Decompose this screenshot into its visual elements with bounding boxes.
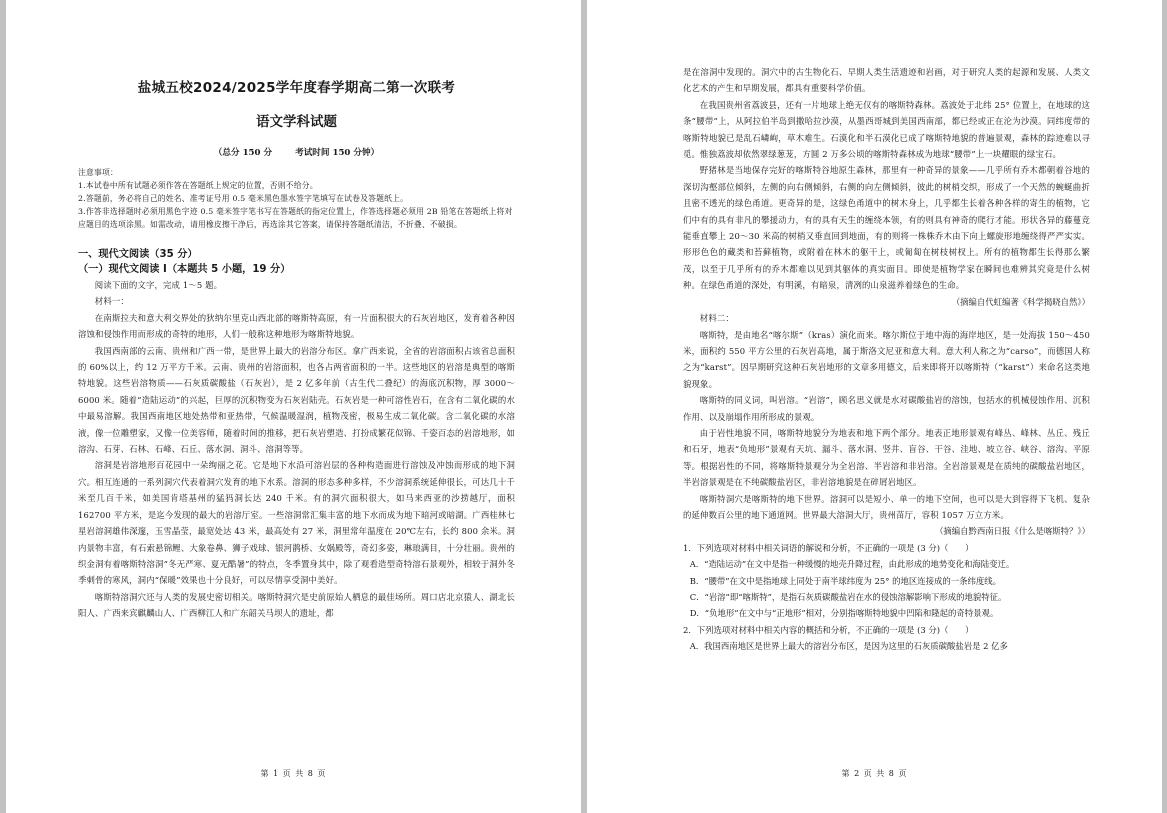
- body-paragraph: 喀斯特，是由地名“喀尔斯”（kras）演化而来。喀尔斯位于地中海的海岸地区，是一处海拔 150～450 米，面积约 550 平方公里的石灰岩高地，属于斯洛文尼亚和意大利。意大利人称之为“carso”，而德国人称之为“karst”。因早期研究这种石灰岩地形的文章多用德文，后来即将开以喀斯特（“karst”）来命名这类地貌现象。: [683, 329, 1090, 389]
- body-paragraph: 溶洞是岩溶地形百花园中一朵绚丽之花。它是地下水沿可溶岩层的各种构造面进行溶蚀及冲蚀而形成的地下洞穴。相互连通的一系列洞穴代表着洞穴发育的地下水系。溶洞的形态多种多样，不少溶洞系统延伸很长，可达几十千米至几百千米，如美国肯塔基州的猛犸洞长达 240 千米。有的洞穴面积很大，如马来西亚的沙捞越厅，面积 162700 平方米，是迄今发现的最大的岩溶厅室。一些溶洞常汇集丰富的地下水而成为地下暗河或暗湖。广西桂林七星岩溶洞雄伟深邃，玉雪晶莹，最宽处达 43 米，最高处有 27 米，洞里常年温度在 20℃左右，长约 800 余米。洞内景物丰富，有石索悬锦鲤、大象卷鼻、狮子戏球、银河鹊桥、女娲殿等，奇幻多姿，琳琅满目，十分壮丽。贵州的织金洞有着喀斯特溶洞“冬无严寒、夏无酷暑”的特点，冬季置身其中，除了观看造型奇特溶石景观外，相较于洞外冬季刺骨的寒风，洞内“保暖”效果也十分良好，可以尽情享受洞中美好。: [78, 460, 515, 586]
- body-paragraph: 在我国贵州省荔波县，还有一片地球上绝无仅有的喀斯特森林。荔波处于北纬 25° 位置上，在地球的这条“腰带”上，从阿拉伯半岛到撒哈拉沙漠，从墨西哥城到美国西南部，都已经或正在沦为沙漠。同纬度带的喀斯特地貌已是乱石嶙峋，草木难生。石漠化和半石漠化已成了喀斯特地貌的普遍景观，森林的踪迹难以寻觅。惟独荔波却依然翠绿葱茏，方圆 2 万多公顷的喀斯特森林成为地球“腰带”上一块耀眼的绿宝石。: [683, 99, 1090, 160]
- document-page-2: [587, 0, 1162, 813]
- material-label: 材料二：: [699, 313, 734, 324]
- question-1-stem: 1．下列选项对材料中相关词语的解说和分析，不正确的一项是 (3 分)（ ）: [683, 542, 974, 553]
- body-paragraph: 野猪林是当地保存完好的喀斯特谷地原生森林，那里有一种奇异的景象——几乎所有乔木都朝着谷地的深切沟壑部位倾斜，左侧的向右侧倾斜，右侧的向左侧倾斜，彼此的树梢交织，形成了一个天然的蜿蜒曲折且密不透光的绿色甬道。更奇异的是，这绿色甬道中的树木身上，几乎都生长着各种各样的寄生的植物，它们中有的具有非凡的攀援动力，有的具有天生的缠绕本领，有的则具有神奇的爬行才能。形状各异的藤蔓竞能垂直攀上 20～30 米高的树梢又垂直回到地面，有的则将一株株乔木由下向上螺旋形地缠绕得严严实实。形形色色的藏类和苔藓植物，或附着在林木的躯干上，或匍匐在树枝树杈上。所有的植物都生长得那么繁茂，以至于几乎所有的乔木都难以见到其躯体的真实面目。即使是植物学家在瞬间也难辨其究竟是什么树种。在绿色甬道的深处，有明溪，有暗泉，清冽的山泉滋养着绿色的生命。: [683, 165, 1090, 291]
- source-citation: （摘编自代虹编著《科学揭晓自然》）: [951, 296, 1090, 307]
- body-paragraph: 在南斯拉夫和意大利交界处的狄纳尔里克山西北部的喀斯特高原，有一片面积很大的石灰岩地区，发育着各种因溶蚀和侵蚀作用而形成的奇特的地形，人们一般称这种地形为喀斯特地貌。: [78, 312, 515, 340]
- question-1-option-c: C．“岩溶”即“喀斯特”，是指石灰质碳酸盐岩在水的侵蚀溶解影响下形成的地貌特征。: [689, 592, 1007, 602]
- question-2-option-a: A．我国西南地区是世界上最大的溶岩分布区，是因为这里的石灰质碳酸盐岩是 2 亿多: [689, 641, 1008, 652]
- exam-notes: [78, 166, 515, 231]
- subsection-title: （一）现代文阅读 I（本题共 5 小题，19 分）: [78, 264, 291, 275]
- source-citation: （摘编自黔西南日报《什么是喀斯特？》）: [935, 526, 1090, 537]
- body-paragraph: 我国西南部的云南、贵州和广西一带，是世界上最大的岩溶分布区。拿广西来说，全省的岩溶面积占该省总面积的 60%以上，约 12 万平方千米。云南、贵州的岩溶面积，也各占两省面积的一半。这些地区的岩溶是典型的喀斯特地貌。这些岩溶物质——石灰质碳酸盐（石灰岩），是 2 亿多年前（古生代二叠纪）的海底沉积物，厚 3000～6000 米。随着“造陆运动”的兴起，巨厚的沉积物变为石灰岩陆壳。石灰岩是一种可溶性岩石，在含有二氧化碳的水中最易溶解。我国西南地区地处热带和亚热带，气候温暖湿润，植物茂密，极易生成二氧化碳。含二氧化碳的水溶液，像一位雕塑家，又像一位美容师，随着时间的推移，把石灰岩塑造、打扮成繁花似锦、千姿百态的岩溶地形，如溶沟、石芽、石林、石峰、石丘、落水洞、洞斗、溶洞等等。: [78, 345, 515, 455]
- page-2-content: [683, 64, 1090, 655]
- document-page-1: [6, 0, 581, 813]
- body-paragraph: 喀斯特的同义词，叫岩溶。“岩溶”，顾名思义就是水对碳酸盐岩的溶蚀，包括水的机械侵蚀作用、沉积作用、以及崩塌作用所形成的景观。: [683, 395, 1090, 422]
- question-1-option-b: B．“腰带”在文中是指地球上同处于南半球纬度为 25° 的地区连接成的一条纬度线。: [689, 575, 1001, 586]
- body-paragraph: 喀斯特洞穴是喀斯特的地下世界。溶洞可以是短小、单一的地下空间，也可以是大到容得下飞机、复杂的延伸数百公里的地下通道网。世界最大溶洞大厅，贵州苗厅，容积 1057 万立方米。: [683, 493, 1090, 520]
- exam-title: 盐城五校2024/2025学年度春学期高二第一次联考: [137, 80, 456, 96]
- body-paragraph: 喀斯特溶洞穴还与人类的发展史密切相关。喀斯特洞穴是史前原始人栖息的最佳场所。周口店北京猿人、湖北长阳人、广西来宾麒麟山人、广西柳江人和广东韶关马坝人的遗址，都: [78, 591, 515, 619]
- reading-instruction: 阅读下面的文字，完成 1～5 题。: [94, 280, 223, 290]
- exam-meta: [78, 146, 515, 158]
- total-score: （总分 150 分: [213, 148, 273, 158]
- note-item: 3.作答非选择题时必须用黑色字迹 0.5 毫米签字笔书写在答题纸的指定位置上，作答选择题必须用 2B 铅笔在答题纸上将对应题目的选项涂黑。如需改动，请用橡皮擦干净后，再选涂其它答案，请保持答题纸清洁，不折叠、不破损。: [78, 207, 513, 229]
- question-2-stem: 2．下列选项对材料中相关内容的概括和分析，不正确的一项是 (3 分)（ ）: [683, 624, 974, 635]
- exam-time: 考试时间 150 分钟）: [295, 148, 380, 158]
- material-label: 材料一：: [94, 296, 129, 307]
- page-1-content: [78, 58, 515, 622]
- question-1-option-d: D．“负地形”在文中与“正地形”相对，分别指喀斯特地貌中凹陷和隆起的奇特景观。: [689, 608, 999, 619]
- page-footer: 第 1 页 共 8 页: [260, 769, 327, 778]
- note-item: 2.答题前，务必将自己的姓名、准考证号用 0.5 毫米黑色墨水签字笔填写在试卷及答题纸上。: [78, 194, 409, 203]
- exam-subtitle: 语文学科试题: [256, 114, 337, 130]
- note-item: 1.本试卷中所有试题必须作答在答题纸上规定的位置，否则不给分。: [78, 181, 318, 190]
- notes-heading: 注意事项：: [78, 168, 118, 177]
- body-paragraph: 是在溶洞中发现的。洞穴中的古生物化石、早期人类生活遗迹和岩画，对于研究人类的起源和发展、人类文化艺术的产生和早期发展，都具有重要科学价值。: [683, 67, 1090, 94]
- question-1-option-a: A．“造陆运动”在文中是指一种缓慢的地壳升降过程，由此形成的地势变化和海陆变迁。: [689, 559, 1015, 570]
- page-footer: 第 2 页 共 8 页: [841, 769, 908, 778]
- section-title: 一、现代文阅读（35 分）: [78, 249, 198, 260]
- body-paragraph: 由于岩性地貌不同，喀斯特地貌分为地表和地下两个部分。地表正地形景观有峰丛、峰林、丛丘、残丘和石牙，地表“负地形”景观有天坑、漏斗、落水洞、竖井、盲谷、干谷、洼地、坡立谷、峡谷、溶沟、平原等。根据岩性的不同，将喀斯特景观分为全岩溶、半岩溶和非岩溶。全岩溶景观是在质纯的碳酸盐岩地区，半岩溶景观是在不纯碳酸盐岩区，非岩溶地貌是在碎屑岩地区。: [683, 427, 1090, 488]
